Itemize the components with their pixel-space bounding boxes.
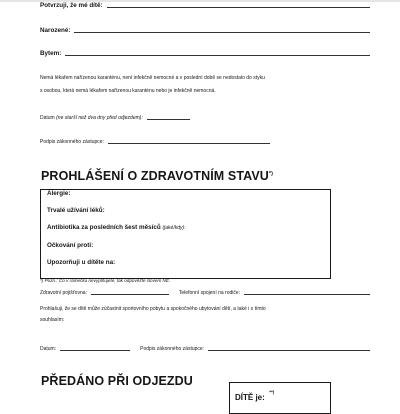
pozn-note <box>40 278 170 283</box>
predano-title <box>41 374 193 388</box>
potvrzuji-label: Potvrzuji, že mé dítě: <box>40 2 103 9</box>
datum-podpis-row <box>40 346 370 352</box>
quarantine-statement <box>40 72 370 98</box>
pojistovna-field[interactable] <box>91 294 169 295</box>
health-box <box>40 189 331 279</box>
bytem-row <box>40 50 370 57</box>
consent-line-1: Prohlašuji, že se dítě může zúčastnit sportovního pobytu a spokočného ubytování dětí, a také i s tímto <box>40 306 266 312</box>
podpis-bottom-field[interactable] <box>208 350 370 351</box>
contacts-row <box>40 290 370 296</box>
upozornuji-row <box>47 259 324 266</box>
consent-statement <box>40 304 370 326</box>
antibiotika-row <box>47 224 324 231</box>
datum-top-label: Datum <box>40 115 55 121</box>
consent-line-2: souhlasím: <box>40 317 65 323</box>
podpis-top-field[interactable] <box>108 143 270 144</box>
datum-bottom-label: Datum: <box>40 346 57 352</box>
statement-line-1: Nemá lékařem nařízenou karanténu, není infekčně nemocné a v poslední době se nedostalo do styku <box>40 75 265 81</box>
pojistovna-label: Zdravotní pojišťovna: <box>40 290 87 296</box>
statement-line-2: s osobou, která nemá lékařem nařízenou karanténu nebo je infekčně nemocná. <box>40 88 216 94</box>
dite-mark: **) <box>269 389 275 395</box>
datum-top-row <box>40 115 190 121</box>
upozornuji-label: Upozorňuji u dítěte na: <box>47 259 116 266</box>
health-title <box>41 169 273 183</box>
podpis-top-label: Podpis zákonného zástupce: <box>40 139 104 145</box>
podpis-bottom-label: Podpis zákonného zástupce: <box>140 346 205 352</box>
trvale-label: Trvalé užívání léků: <box>47 207 105 214</box>
datum-bottom-field[interactable] <box>60 350 130 351</box>
predano-title-text: PŘEDÁNO PŘI ODJEZDU <box>41 374 193 388</box>
potvrzuji-row <box>40 2 370 9</box>
health-title-footnote: *) <box>268 170 274 177</box>
bytem-label: Bytem: <box>40 50 62 57</box>
bytem-field[interactable] <box>65 55 370 56</box>
pozn-text: *) Pozn.: Co v rámečku nevyplňujete, tak odpovězte slovem NE. <box>40 278 171 283</box>
potvrzuji-field[interactable] <box>107 7 370 8</box>
ockovani-row <box>47 242 324 249</box>
datum-top-field[interactable] <box>147 119 190 120</box>
narozene-row <box>40 27 370 34</box>
antibiotika-label: Antibiotika za posledních šest měsíců <box>47 224 161 231</box>
health-title-text: PROHLÁŠENÍ O ZDRAVOTNÍM STAVU <box>41 169 269 183</box>
antibiotika-note: (jaké/kdy): <box>162 225 186 231</box>
telefon-label: Telefonní spojení na rodiče: <box>178 290 241 296</box>
narozene-label: Narozené: <box>40 27 71 34</box>
trvale-row <box>47 207 324 214</box>
dite-label: DÍTĚ je: <box>235 393 265 402</box>
datum-top-note: (ne starší než dva dny před odjezdem): <box>56 115 143 121</box>
alergie-label: Alergie: <box>47 190 71 197</box>
podpis-top-row <box>40 139 270 145</box>
dite-box <box>229 382 331 414</box>
narozene-field[interactable] <box>74 32 370 33</box>
alergie-row <box>47 190 324 197</box>
ockovani-label: Očkování proti: <box>47 242 94 249</box>
dite-label-wrap <box>235 387 274 405</box>
telefon-field[interactable] <box>244 294 370 295</box>
